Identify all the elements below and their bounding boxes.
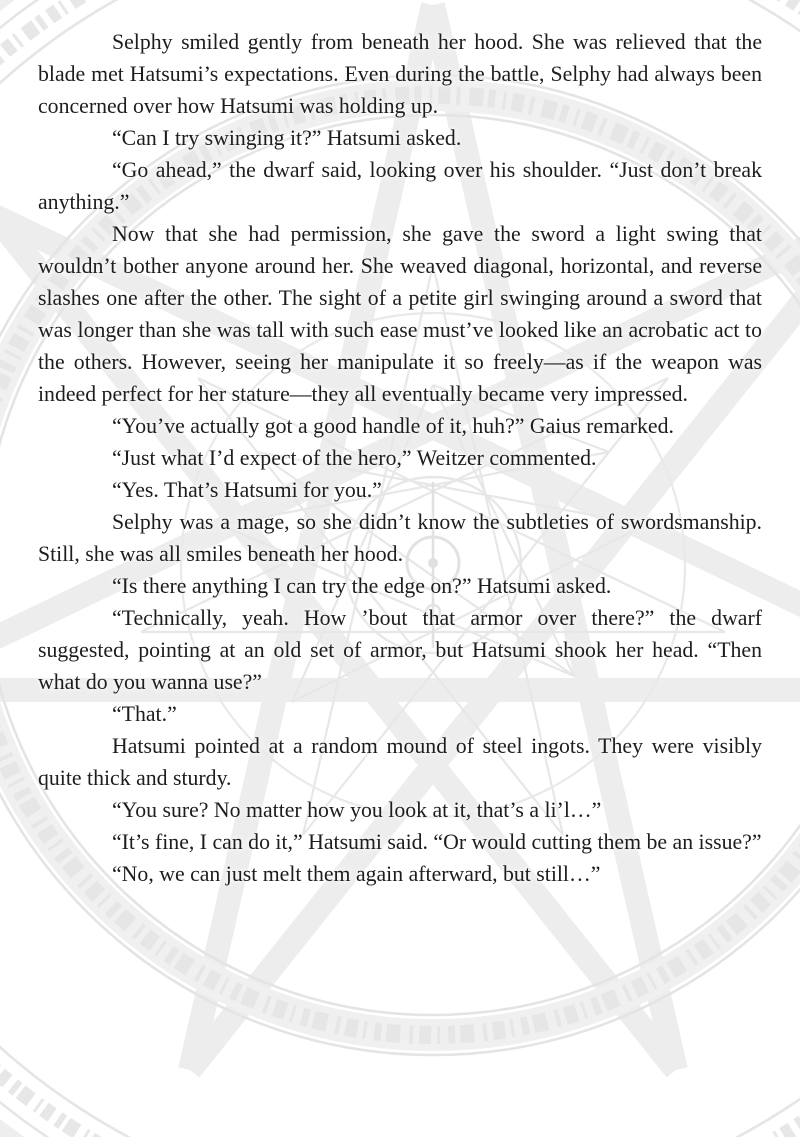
paragraph: “You sure? No matter how you look at it, that’s a li’l…”: [112, 798, 602, 822]
paragraph: “You’ve actually got a good handle of it, huh?” Gaius remarked.: [112, 414, 674, 438]
text-block: [38, 26, 762, 890]
paragraph: Now that she had permission, she gave the sword a light swing that wouldn’t bother anyone around her. She weaved diagonal, horizontal, and reverse slashes one after the other. The sight of a petite girl swinging around a sword that was longer than she was tall with such ease must’ve looked like an acrobatic act to the others. However, seeing her manipulate it so freely—as if the weapon was indeed perfect for her stature—they all eventually became very impressed.: [38, 222, 762, 406]
paragraph: “Yes. That’s Hatsumi for you.”: [112, 478, 382, 502]
paragraph: “Just what I’d expect of the hero,” Weitzer commented.: [112, 446, 597, 470]
paragraph: Selphy was a mage, so she didn’t know the subtleties of swordsmanship. Still, she was all smiles beneath her hood.: [38, 510, 762, 566]
paragraph: “No, we can just melt them again afterward, but still…”: [112, 862, 601, 886]
paragraph: Selphy smiled gently from beneath her hood. She was relieved that the blade met Hatsumi’s expectations. Even during the battle, Selphy had always been concerned over how Hatsumi was holding up.: [38, 30, 762, 118]
paragraph: “It’s fine, I can do it,” Hatsumi said. “Or would cutting them be an issue?”: [112, 830, 762, 854]
paragraph: “Go ahead,” the dwarf said, looking over his shoulder. “Just don’t break anything.”: [38, 158, 762, 214]
paragraph: “Is there anything I can try the edge on?” Hatsumi asked.: [112, 574, 612, 598]
paragraph: “That.”: [112, 702, 177, 726]
paragraph: “Can I try swinging it?” Hatsumi asked.: [112, 126, 462, 150]
paragraph: Hatsumi pointed at a random mound of steel ingots. They were visibly quite thick and sturdy.: [38, 734, 762, 790]
paragraph: “Technically, yeah. How ’bout that armor over there?” the dwarf suggested, pointing at an old set of armor, but Hatsumi shook her head. “Then what do you wanna use?”: [38, 606, 762, 694]
